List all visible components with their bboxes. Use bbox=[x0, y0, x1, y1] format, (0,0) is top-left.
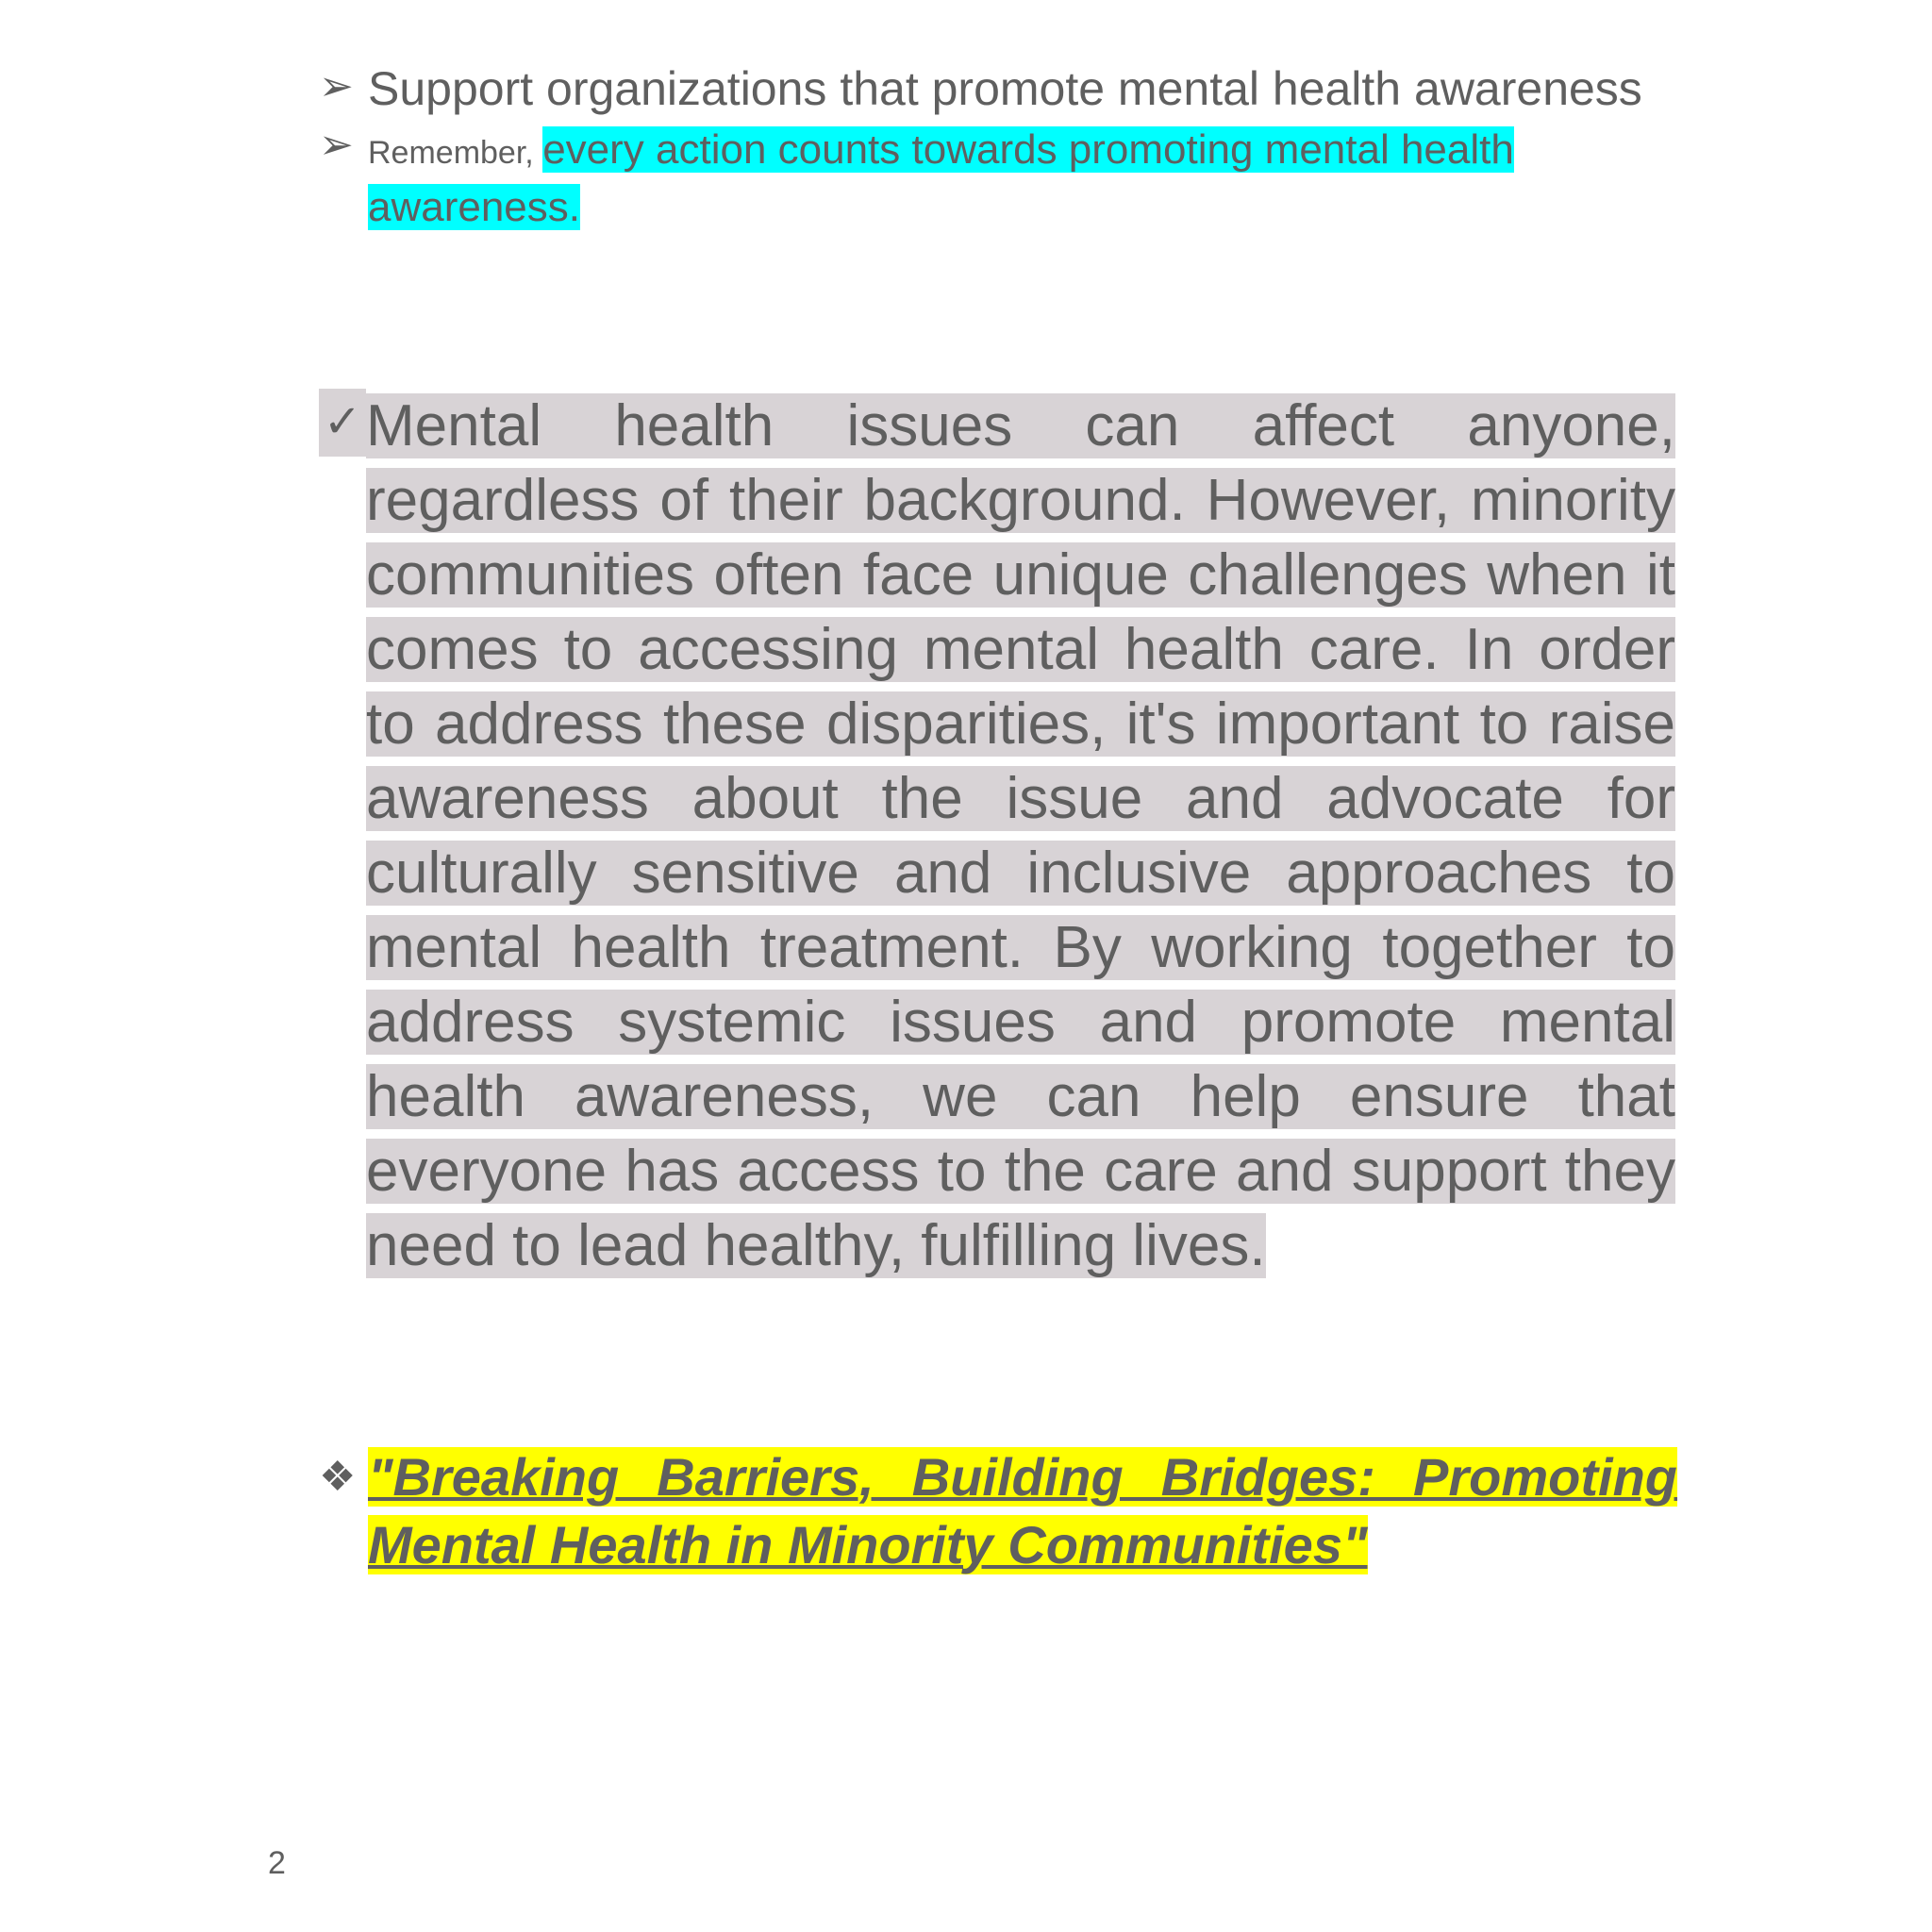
bullet-item-remember-text bbox=[368, 123, 1677, 235]
arrow-bullet-icon: ➢ bbox=[319, 63, 354, 109]
checkmark-icon: ✓ bbox=[319, 389, 366, 457]
quote-heading bbox=[319, 1443, 1677, 1579]
quote-heading-text bbox=[368, 1443, 1677, 1579]
mental-health-paragraph bbox=[319, 389, 1677, 1283]
diamond-bullet-icon: ❖ bbox=[319, 1454, 357, 1500]
paragraph-body bbox=[366, 389, 1675, 1283]
page-number: 2 bbox=[268, 1845, 286, 1881]
gray-highlighted-text: Mental health issues can affect anyone, regardless of their background. However, minority communities often face unique challenges when it comes to accessing mental health care. In order to address these disparities, it's important to raise awareness about the issue and advocate for culturally sensitive and inclusive approaches to mental health treatment. By working together to address systemic issues and promote mental health awareness, we can help ensure that everyone has access to the care and support they need to lead healthy, fulfilling lives. bbox=[366, 393, 1675, 1278]
remember-prefix: Remember, bbox=[368, 135, 543, 171]
cyan-highlighted-text: every action counts towards promoting mental health awareness. bbox=[368, 126, 1514, 230]
bullet-item-support-text: Support organizations that promote mental health awareness bbox=[368, 62, 1642, 115]
bullet-item-support bbox=[319, 62, 1642, 115]
bullet-item-remember bbox=[319, 123, 1677, 235]
arrow-bullet-icon: ➢ bbox=[319, 122, 354, 168]
yellow-highlighted-text: "Breaking Barriers, Building Bridges: Promoting Mental Health in Minority Communities" bbox=[368, 1447, 1677, 1574]
